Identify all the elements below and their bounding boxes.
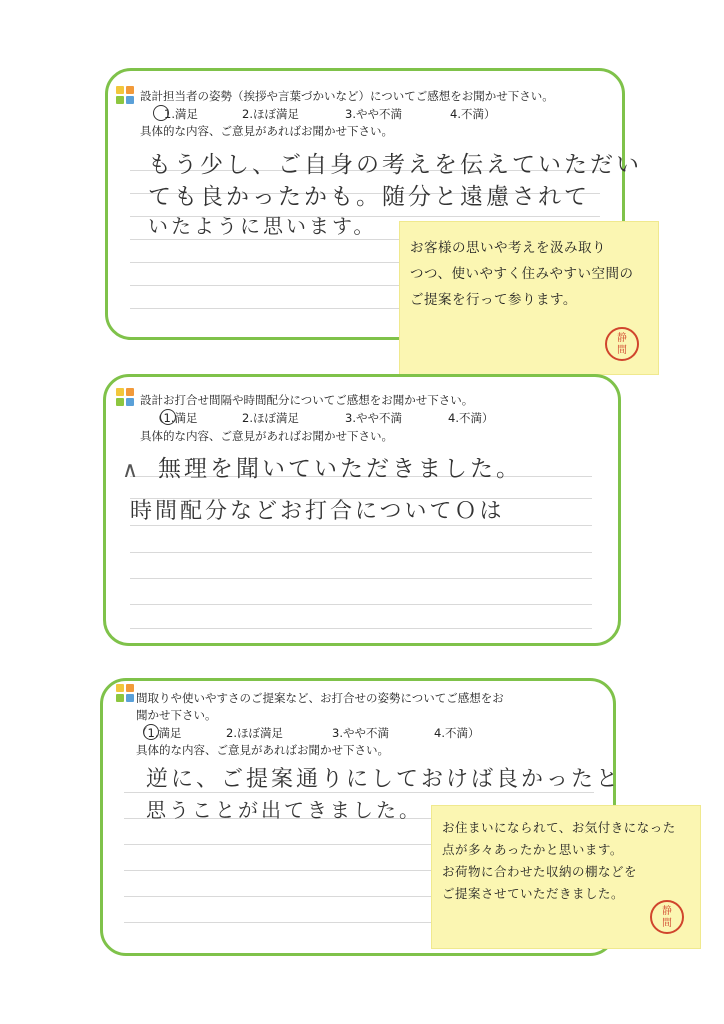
reply-line-3: お荷物に合わせた収納の棚などを (442, 864, 638, 879)
section-1-reply-note (400, 222, 658, 374)
option-satisfied[interactable]: （1.満足 (152, 411, 198, 425)
option-somewhat-dissatisfied[interactable]: 3.やや不満 (332, 726, 389, 740)
section-3-bullet-icon (116, 684, 134, 702)
section-3-handwritten-line-2: 思うことが出てきました。 (146, 798, 422, 822)
section-3-detail-prompt: 具体的な内容、ご意見があればお聞かせ下さい。 (136, 743, 389, 757)
reply-line-2: つつ、使いやすく住みやすい空間の (410, 266, 634, 282)
option-mostly-satisfied[interactable]: 2.ほぼ満足 (242, 411, 299, 425)
section-2-options (140, 410, 540, 426)
insertion-caret-icon: ∧ (122, 458, 139, 483)
section-2-handwritten-line-2: 時間配分などお打合についてＯは (130, 499, 505, 524)
section-3-handwritten-line-1: 逆に、ご提案通りにしておけば良かったと (146, 767, 622, 792)
section-3-reply-note (432, 806, 700, 948)
section-3-question-line-1: 間取りや使いやすさのご提案など、お打合せの姿勢についてご感想をお (136, 691, 504, 705)
seal-stamp-text: 静間 (662, 906, 672, 929)
reply-line-1: お客様の思いや考えを汲み取り (410, 240, 606, 256)
section-1-options (140, 106, 540, 122)
reply-line-3: ご提案を行って参ります。 (410, 292, 577, 308)
selected-circle-mark (153, 105, 169, 121)
section-2-detail-prompt: 具体的な内容、ご意見があればお聞かせ下さい。 (140, 429, 393, 443)
reply-line-1: お住まいになられて、お気付きになった (442, 820, 676, 835)
section-1-bullet-icon (116, 86, 134, 104)
selected-circle-mark (160, 409, 176, 425)
section-1-question: 設計担当者の姿勢（挨拶や言葉づかいなど）についてご感想をお聞かせ下さい。 (140, 89, 554, 103)
section-3-question-line-2: 聞かせ下さい。 (136, 708, 217, 722)
seal-stamp (650, 900, 684, 934)
section-1-handwritten-line-3: いたように思います。 (148, 214, 377, 238)
section-1-handwritten-line-1: もう少し、ご自身の考えを伝えていただい (148, 152, 642, 178)
reply-line-2: 点が多々あったかと思います。 (442, 842, 623, 857)
section-1-detail-prompt: 具体的な内容、ご意見があればお聞かせ下さい。 (140, 124, 393, 138)
option-somewhat-dissatisfied[interactable]: 3.やや不満 (345, 107, 402, 121)
section-3-options (136, 725, 536, 741)
section-2-bullet-icon (116, 388, 134, 406)
section-2-question: 設計お打合せ間隔や時間配分についてご感想をお聞かせ下さい。 (140, 393, 474, 407)
seal-stamp (605, 327, 639, 361)
section-1-handwritten-line-2: ても良かったかも。随分と遠慮されて (148, 184, 590, 210)
option-mostly-satisfied[interactable]: 2.ほぼ満足 (242, 107, 299, 121)
option-mostly-satisfied[interactable]: 2.ほぼ満足 (226, 726, 283, 740)
option-dissatisfied[interactable]: 4.不満） (434, 726, 480, 740)
seal-stamp-text: 静間 (617, 333, 627, 356)
option-dissatisfied[interactable]: 4.不満） (448, 411, 494, 425)
option-satisfied[interactable]: 1.満足 (164, 107, 198, 121)
reply-line-4: ご提案させていただきました。 (442, 886, 625, 901)
section-2-handwritten-line-1: 無理を聞いていただきました。 (158, 456, 522, 482)
option-satisfied[interactable]: （1.満足 (136, 726, 182, 740)
selected-circle-mark (143, 724, 159, 740)
option-somewhat-dissatisfied[interactable]: 3.やや不満 (345, 411, 402, 425)
option-dissatisfied[interactable]: 4.不満） (450, 107, 496, 121)
